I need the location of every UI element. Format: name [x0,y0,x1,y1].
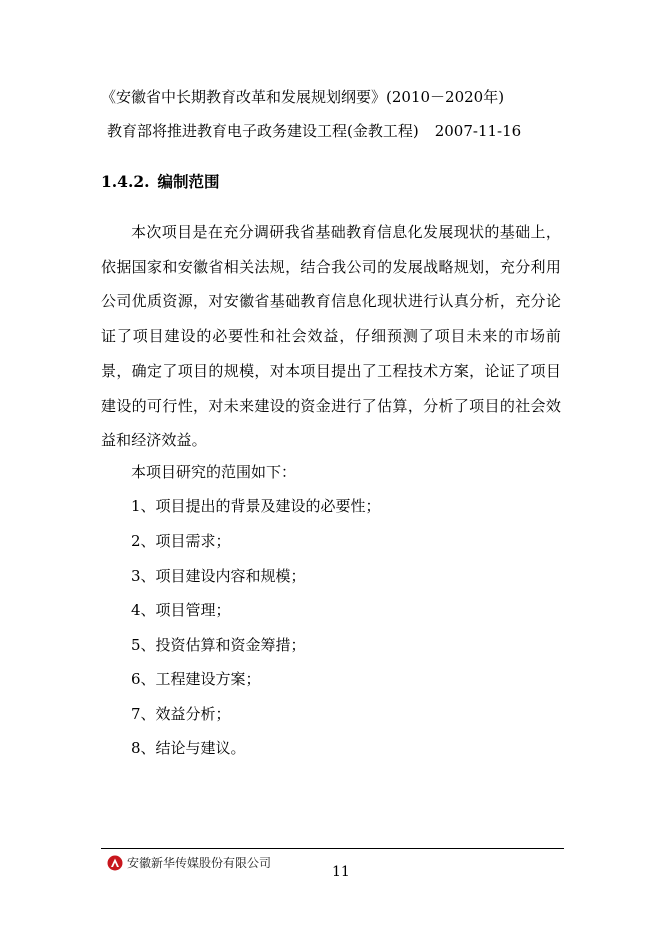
xinhua-media-logo-icon [107,855,123,871]
section-title: 编制范围 [157,172,220,191]
logo-circle [108,856,123,871]
reference-line-2 [107,121,521,141]
reference-line-1: 《安徽省中长期教育改革和发展规划纲要》(2010－2020年) [101,88,505,106]
scope-item: 6、工程建设方案； [131,670,261,688]
scope-item: 7、效益分析； [131,705,231,723]
scope-item: 3、项目建设内容和规模； [131,567,306,585]
reference-line-2-date: 2007-11-16 [434,122,522,140]
scope-item: 1、项目提出的背景及建设的必要性； [131,497,381,515]
footer-divider [101,848,564,849]
body-paragraph: 本次项目是在充分调研我省基础教育信息化发展现状的基础上，依据国家和安徽省相关法规，结合我公司的发展战略规划，充分利用公司优质资源，对安徽省基础教育信息化现状进行认真分析，充分论证了项目建设的必要性和社会效益，仔细预测了项目未来的市场前景，确定了项目的规模，对本项目提出了工程技术方案，论证了项目建设的可行性，对未来建设的资金进行了估算，分析了项目的社会效益和经济效益。 [101,223,561,450]
scope-item: 4、项目管理； [131,601,231,619]
scope-intro: 本项目研究的范围如下： [131,463,297,481]
scope-item: 2、项目需求； [131,532,231,550]
scope-item: 5、投资估算和资金筹措； [131,636,306,654]
reference-line-2-title: 教育部将推进教育电子政务建设工程(金教工程) [107,122,419,140]
page-number: 11 [332,864,350,880]
company-name: 安徽新华传媒股份有限公司 [127,856,272,870]
scope-item: 8、结论与建议。 [131,739,246,757]
section-number: 1.4.2. [101,172,150,191]
section-heading [101,172,220,192]
